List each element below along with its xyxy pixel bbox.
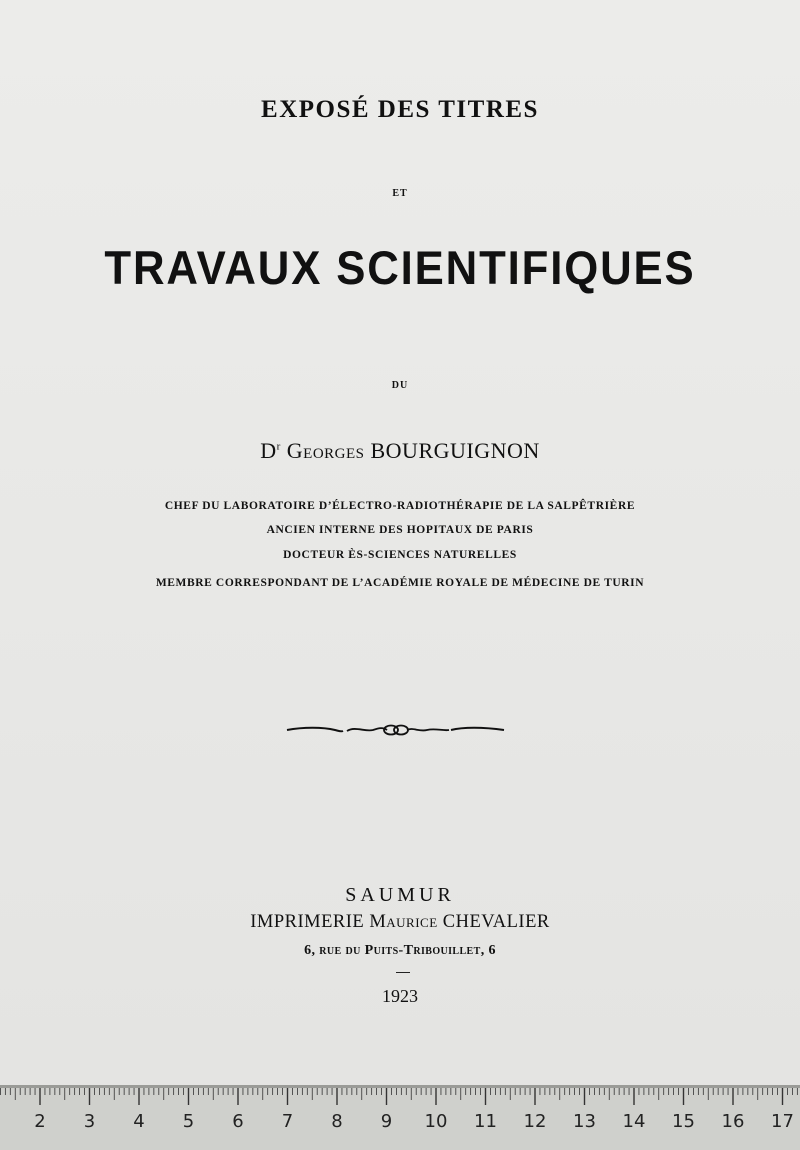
ruler-number: 8 xyxy=(331,1111,343,1132)
author-last-name: BOURGUIGNON xyxy=(370,438,540,463)
ruler-number: 5 xyxy=(182,1111,195,1132)
ruler-number: 7 xyxy=(281,1111,294,1132)
printer-last-name: CHEVALIER xyxy=(442,912,550,932)
title-line-1: EXPOSÉ DES TITRES xyxy=(261,96,539,123)
author-first-name: Georges xyxy=(286,438,365,463)
author-name xyxy=(0,438,800,464)
credential-line: CHEF DU LABORATOIRE D’ÉLECTRO-RADIOTHÉRAPIE DE LA SALPÊTRIÈRE xyxy=(164,500,636,512)
author-prefix: D xyxy=(260,438,277,463)
ruler-number: 16 xyxy=(721,1111,745,1132)
conjunction-et: ET xyxy=(392,188,408,199)
ruler-number: 15 xyxy=(672,1111,695,1132)
publisher-printer xyxy=(0,912,800,933)
publisher-city: SAUMUR xyxy=(345,884,455,906)
credential-line: DOCTEUR ÈS-SCIENCES NATURELLES xyxy=(283,549,517,561)
ruler-number: 14 xyxy=(622,1111,646,1132)
title-line-2: TRAVAUX SCIENTIFIQUES xyxy=(104,241,696,294)
ruler-number: 2 xyxy=(34,1111,46,1132)
measuring-ruler xyxy=(0,1085,800,1150)
preposition-du: DU xyxy=(391,380,409,391)
ruler-number: 13 xyxy=(573,1111,596,1132)
ruler-number: 6 xyxy=(232,1111,244,1132)
separator-dash xyxy=(396,972,410,973)
publisher-address: 6, rue du Puits-Tribouillet, 6 xyxy=(304,943,496,958)
author-prefix-sup: r xyxy=(276,440,281,453)
printer-first-name: Maurice xyxy=(369,912,438,932)
ruler-number: 17 xyxy=(771,1111,794,1132)
ruler-number: 10 xyxy=(424,1111,448,1132)
publication-year: 1923 xyxy=(382,986,418,1006)
ruler-number: 3 xyxy=(83,1111,96,1132)
ruler-number: 4 xyxy=(133,1111,145,1132)
printer-prefix: IMPRIMERIE xyxy=(250,912,365,932)
credential-line: ANCIEN INTERNE DES HOPITAUX DE PARIS xyxy=(266,524,534,536)
ruler-number: 9 xyxy=(380,1111,393,1132)
ruler-number: 11 xyxy=(474,1111,497,1132)
decorative-flourish-icon xyxy=(283,718,508,742)
ruler-number: 12 xyxy=(523,1111,547,1132)
credential-line: MEMBRE CORRESPONDANT DE L’ACADÉMIE ROYALE DE MÉDECINE DE TURIN xyxy=(155,577,645,589)
